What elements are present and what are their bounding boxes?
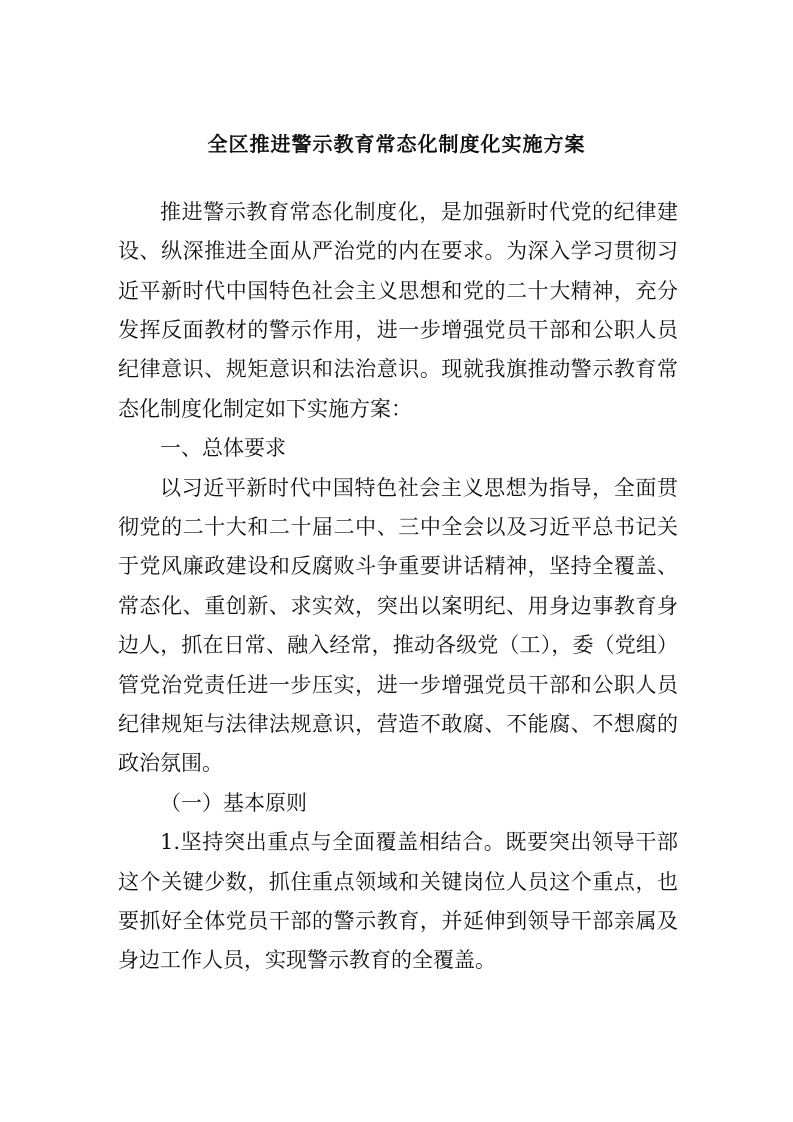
document-title: 全区推进警示教育常态化制度化实施方案 (207, 132, 586, 156)
paragraph-line: 要抓好全体党员干部的警示教育，并延伸到领导干部亲属及 (118, 909, 678, 933)
subsection-heading: （一）基本原则 (160, 791, 307, 815)
paragraph-line: 身边工作人员，实现警示教育的全覆盖。 (118, 948, 496, 972)
paragraph-line: 发挥反面教材的警示作用，进一步增强党员干部和公职人员 (118, 318, 678, 342)
paragraph-line: 1.坚持突出重点与全面覆盖相结合。既要突出领导干部 (160, 830, 678, 854)
paragraph-line: 常态化、重创新、求实效，突出以案明纪、用身边事教育身 (118, 594, 678, 618)
paragraph-line: 纪律意识、规矩意识和法治意识。现就我旗推动警示教育常 (118, 357, 678, 381)
paragraph-line: 彻党的二十大和二十届二中、三中全会以及习近平总书记关 (118, 515, 678, 539)
paragraph-line: 边人，抓在日常、融入经常，推动各级党（工），委（党组） (118, 633, 678, 657)
section-heading: 一、总体要求 (160, 436, 286, 460)
paragraph-line: 设、纵深推进全面从严治党的内在要求。为深入学习贯彻习 (118, 239, 678, 263)
paragraph-line: 近平新时代中国特色社会主义思想和党的二十大精神，充分 (118, 279, 678, 303)
paragraph-line: 这个关键少数，抓住重点领域和关键岗位人员这个重点，也 (118, 870, 678, 894)
paragraph-line: 政治氛围。 (118, 751, 223, 775)
paragraph-line: 推进警示教育常态化制度化，是加强新时代党的纪律建 (160, 200, 678, 224)
paragraph-line: 以习近平新时代中国特色社会主义思想为指导，全面贯 (160, 476, 678, 500)
paragraph-line: 管党治党责任进一步压实，进一步增强党员干部和公职人员 (118, 673, 678, 697)
paragraph-line: 纪律规矩与法律法规意识，营造不敢腐、不能腐、不想腐的 (118, 712, 678, 736)
paragraph-line: 态化制度化制定如下实施方案： (118, 397, 412, 421)
paragraph-line: 于党风廉政建设和反腐败斗争重要讲话精神，坚持全覆盖、 (118, 554, 678, 578)
